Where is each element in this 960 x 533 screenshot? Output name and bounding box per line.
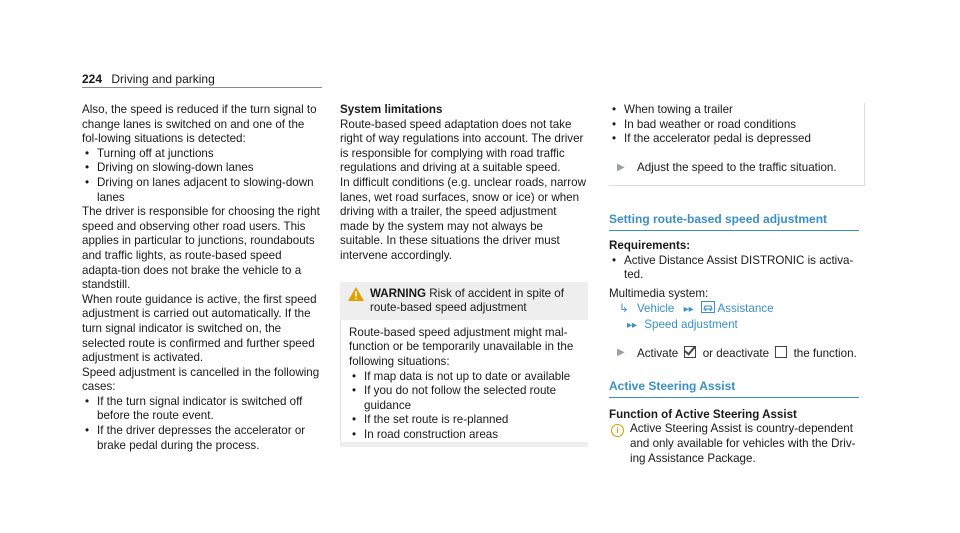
menu-path-line-2 [609,318,864,334]
conditions-list [609,103,864,147]
warning-text: Route-based speed adjustment might mal-function or be temporarily unavailable in the following situations: [349,325,574,368]
page-number: 224 [82,72,103,86]
menu-path-vehicle: Vehicle [636,302,675,316]
list-item: • If the turn signal indicator is switched off before the route event. [82,395,322,424]
info-text: Active Steering Assist is country-dependent and only available for vehicles with the Driv-ing Assistance Package. [630,422,856,465]
intro-paragraph: Also, the speed is reduced if the turn signal to change lanes is switched on and one of the fol-lowing situations is detected: [82,103,317,146]
info-icon: i [611,424,624,437]
section-title-setting: Setting route-based speed adjustment [609,212,859,231]
checkbox-checked-icon [684,346,696,358]
section-title-steering: Active Steering Assist [609,379,859,398]
limitations-paragraph-1: Route-based speed adaptation does not take right of way regulations into account. The driver is responsible for complying with road traffic regulations and driving at a suitable speed. [340,117,584,175]
list-item: • If map data is not up to date or available [349,370,588,385]
double-arrow-icon: ▸▸ [683,304,694,316]
activate-step [609,346,864,362]
menu-path [609,301,864,318]
limitations-paragraph-2: In difficult conditions (e.g. unclear roads, narrow lanes, wet road surfaces, snow or ice) or when driving with a trailer, the speed adjustment made by the system may not always be suitable. In these situations the driver must intervene accordingly. [340,175,586,262]
requirements-title: Requirements: [609,238,691,252]
step-arrow-icon: ▶ [617,346,625,358]
warning-triangle-icon [348,287,364,301]
list-item: • Active Distance Assist DISTRONIC is activa-ted. [609,254,864,283]
page-header [82,72,215,87]
list-item: • If the driver depresses the accelerator or brake pedal during the process. [82,424,322,453]
requirements-list [609,254,864,283]
info-note [609,422,864,466]
warning-header [348,287,580,320]
column-2 [340,103,588,447]
driver-responsibility-paragraph: The driver is responsible for choosing the right speed and observing other road users. This applies in particular to junctions, roundabouts and traffic lights, as route-based speed adapta-tion does not brake the vehicle to a standstill. [82,205,320,292]
list-item: • Turning off at junctions [82,147,322,162]
list-item: • In bad weather or road conditions [609,118,864,133]
cancel-cases-list [82,395,322,453]
warning-body [340,320,588,443]
list-item: • If the set route is re-planned [349,413,588,428]
menu-hook-icon: ↳ [619,302,629,316]
list-item: • Driving on lanes adjacent to slowing-down lanes [82,176,322,205]
menu-path-speed-adjustment: Speed adjustment [644,317,738,331]
function-label: the function. [793,346,857,360]
warning-box [340,282,588,448]
list-item: • If you do not follow the selected route guidance [349,384,588,413]
double-arrow-icon: ▸▸ [627,319,638,331]
warning-title: Risk of accident in spite of route-based speed adjustment [370,286,564,315]
route-guidance-paragraph: When route guidance is active, the first speed adjustment is carried out automatically. If the turn signal indicator is switched on, the selected route is confirmed and further speed adjustment is activated. [82,292,317,365]
action-step [609,161,864,176]
situations-list [82,147,322,205]
deactivate-label: or deactivate [702,346,770,360]
multimedia-label: Multimedia system: [609,286,709,300]
list-item: • If the accelerator pedal is depressed [609,132,864,147]
warning-label: WARNING [370,286,427,300]
warning-continuation-box [609,103,865,186]
page-section-title: Driving and parking [111,72,215,86]
activate-label: Activate [637,346,679,360]
list-item: • Driving on slowing-down lanes [82,161,322,176]
assistance-car-icon [701,301,715,313]
function-title: Function of Active Steering Assist [609,407,797,421]
header-rule [82,87,322,88]
step-arrow-icon: ▶ [617,161,625,173]
step-text: Adjust the speed to the traffic situation. [637,160,837,174]
system-limitations-title: System limitations [340,103,443,116]
column-1 [82,103,322,453]
list-item: • When towing a trailer [609,103,864,118]
checkbox-empty-icon [775,346,787,358]
menu-path-assistance: Assistance [717,302,774,316]
list-item: • In road construction areas [349,428,588,443]
warning-list [349,370,588,443]
cancel-paragraph: Speed adjustment is cancelled in the following cases: [82,365,320,394]
column-3 [609,103,864,466]
